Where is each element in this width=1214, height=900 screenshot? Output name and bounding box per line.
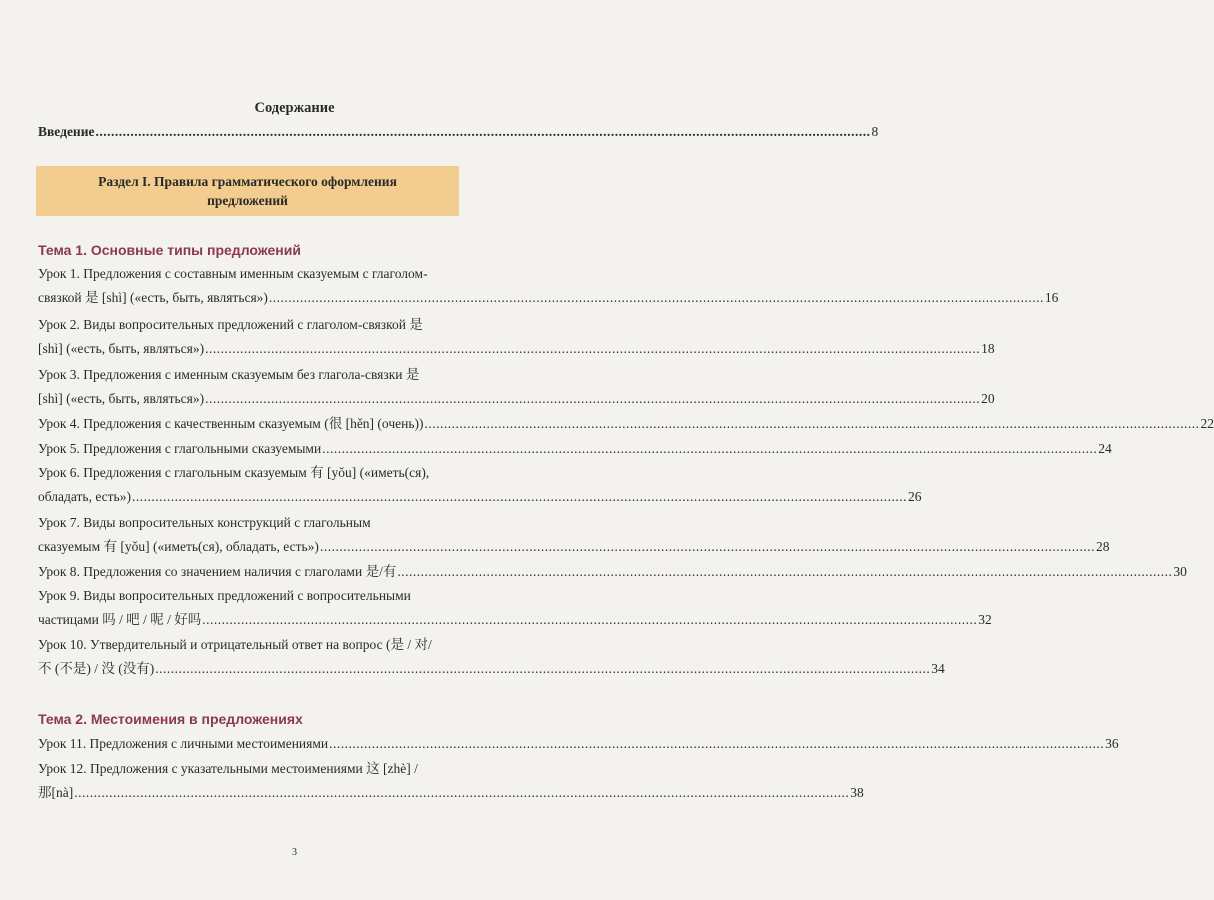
toc-entry-lesson-5 [38,441,1112,457]
dot-leader: ........................................................................................................................................................................................................ [397,564,1173,579]
toc-entry-lesson-4 [38,416,1214,432]
toc-entry-lesson-6 [38,465,922,505]
entry-text-cont: обладать, есть») [38,489,131,504]
toc-entry-lesson-7 [38,515,1110,555]
dot-leader: ........................................................................................................................................................................................................ [205,391,981,406]
dot-leader: ........................................................................................................................................................................................................ [131,489,907,504]
page-number: 3 [292,847,297,858]
entry-page: 22 [1200,416,1214,431]
dot-leader: ........................................................................................................................................................................................................ [202,612,978,627]
entry-text: Урок 4. Предложения с качественным сказуемым (很 [hěn] (очень)) [38,416,424,431]
entry-page: 28 [1095,539,1110,554]
toc-entry-lesson-10 [38,637,945,677]
entry-text: Урок 1. Предложения с составным именным сказуемым с глаголом- [38,266,428,281]
entry-text-cont: [shì] («есть, быть, являться») [38,341,205,356]
dot-leader: ........................................................................................................................................................................................................ [322,441,1098,456]
toc-entry-lesson-3 [38,367,995,407]
entry-page: 32 [978,612,992,627]
entry-page: 26 [907,489,922,504]
entry-text-cont: связкой 是 [shì] («есть, быть, являться») [38,290,268,305]
dot-leader: ........................................................................................................................................................................................................ [319,539,1095,554]
entry-text: Урок 2. Виды вопросительных предложений с глаголом-связкой 是 [38,317,423,332]
entry-text: Урок 6. Предложения с глагольным сказуемым 有 [yǒu] («иметь(ся), [38,465,430,480]
entry-page: 24 [1098,441,1112,456]
entry-text-cont: частицами 吗 / 吧 / 呢 / 好吗 [38,612,202,627]
entry-page: 30 [1173,564,1187,579]
topic-1-title: Тема 1. Основные типы предложений [38,242,301,258]
entry-page: 36 [1105,736,1119,751]
dot-leader: ........................................................................................................................................................................................................ [268,290,1044,305]
toc-entry-lesson-1 [38,266,1059,306]
contents-title: Содержание [254,100,335,116]
entry-text: Урок 11. Предложения с личными местоимениями [38,736,329,751]
entry-text: Урок 9. Виды вопросительных предложений с вопросительными [38,588,411,603]
entry-page: 8 [871,124,879,139]
entry-text: Урок 7. Виды вопросительных конструкций с глагольным [38,515,371,530]
toc-entry-lesson-11 [38,736,1119,752]
toc-entry-lesson-2 [38,317,995,357]
entry-text-cont: сказуемым 有 [yǒu] («иметь(ся), обладать, есть») [38,539,319,554]
toc-entry-lesson-8 [38,564,1187,580]
dot-leader: ........................................................................................................................................................................................................ [424,416,1200,431]
toc-entry-lesson-12 [38,761,864,801]
entry-text-cont: 不 (不是) / 没 (没有) [38,661,155,676]
entry-text: Урок 10. Утвердительный и отрицательный ответ на вопрос (是 / 对/ [38,637,432,652]
entry-text: Урок 5. Предложения с глагольными сказуемыми [38,441,322,456]
section-heading [36,166,459,216]
dot-leader: ........................................................................................................................................................................................................ [155,661,931,676]
dot-leader: ........................................................................................................................................................................................................ [74,785,850,800]
toc-entry-introduction [38,124,879,140]
section-heading-line1: Раздел I. Правила грамматического оформления [98,174,397,189]
entry-page: 34 [931,661,945,676]
entry-page: 18 [981,341,995,356]
topic-2-title: Тема 2. Местоимения в предложениях [38,711,303,727]
toc-entry-lesson-9 [38,588,992,628]
entry-text: Урок 8. Предложения со значением наличия с глаголами 是/有 [38,564,397,579]
entry-page: 16 [1044,290,1059,305]
section-heading-line2: предложений [207,193,288,208]
entry-text-cont: [shì] («есть, быть, являться») [38,391,205,406]
entry-text-cont: 那[nà] [38,785,74,800]
dot-leader: ........................................................................................................................................................................................................ [329,736,1105,751]
entry-page: 38 [850,785,864,800]
entry-text: Урок 12. Предложения с указательными местоимениями 这 [zhè] / [38,761,418,776]
entry-page: 20 [981,391,995,406]
entry-text: Введение [38,124,95,139]
entry-text: Урок 3. Предложения с именным сказуемым без глагола-связки 是 [38,367,420,382]
dot-leader: ........................................................................................................................................................................................................ [205,341,981,356]
dot-leader: ........................................................................................................................................................................................................ [95,124,871,139]
